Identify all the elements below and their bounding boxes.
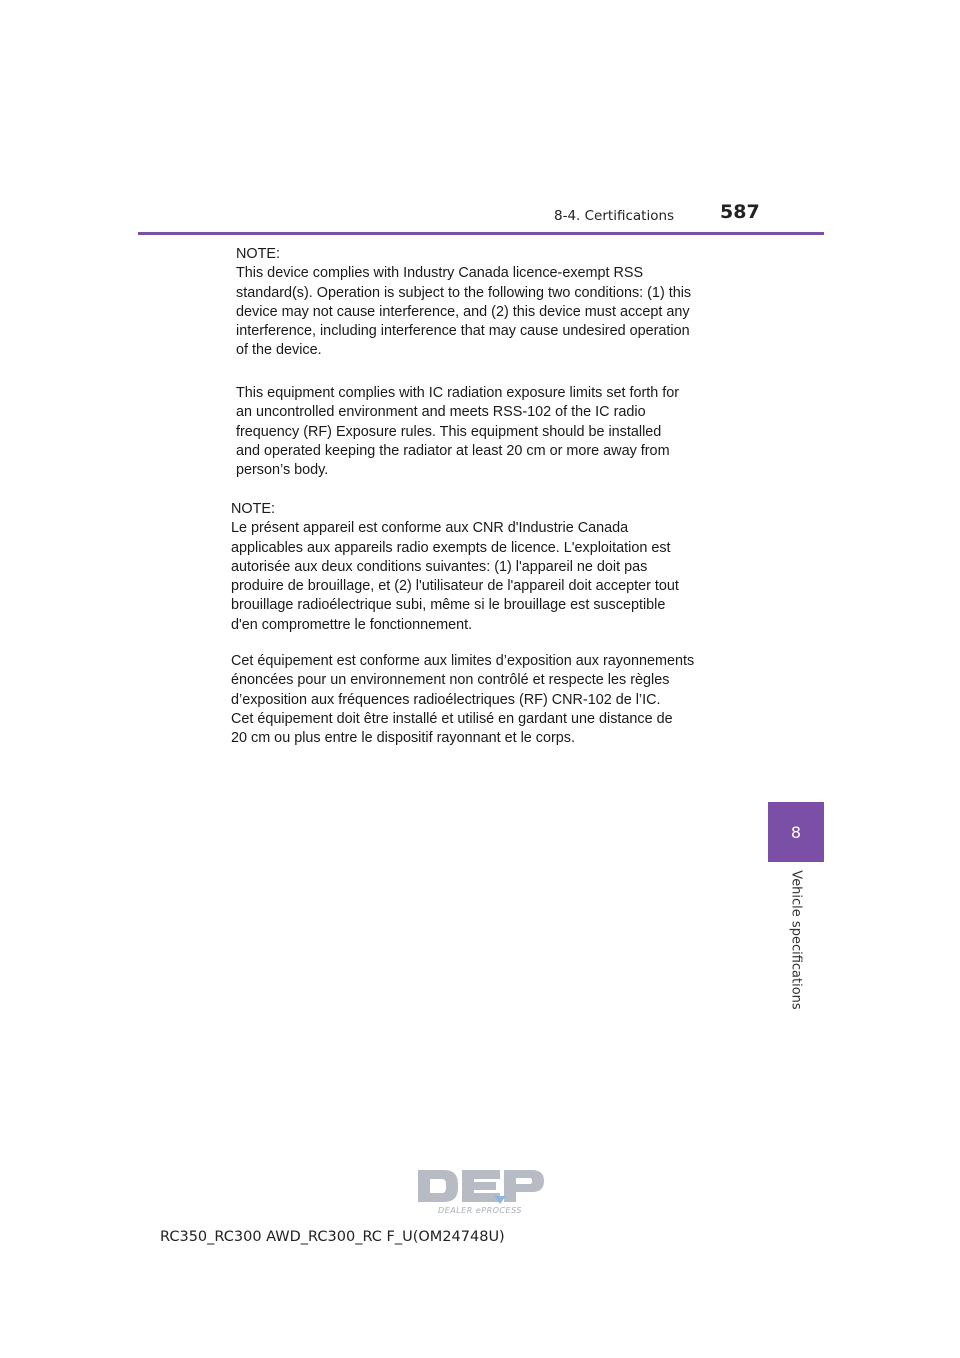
notice-line: 20 cm ou plus entre le dispositif rayonnant et le corps. <box>231 730 575 747</box>
notice-line: This device complies with Industry Canada licence-exempt RSS <box>236 265 644 282</box>
notice-line: interference, including interference that may cause undesired operation <box>236 323 690 340</box>
notice-line: of the device. <box>236 342 322 359</box>
chapter-side-label: Vehicle specifications <box>788 870 804 1010</box>
notice-line: and operated keeping the radiator at least 20 cm or more away from <box>236 442 670 459</box>
manual-code: RC350_RC300 AWD_RC300_RC F_U(OM24748U) <box>160 1229 505 1245</box>
page-header <box>0 0 960 240</box>
notice-line: Cet équipement est conforme aux limites d’exposition aux rayonnements <box>231 653 695 669</box>
notice-line: person’s body. <box>236 462 329 479</box>
notice-line: d’exposition aux fréquences radioélectriques (RF) CNR-102 de l’IC. <box>231 691 661 708</box>
notice-line: Cet équipement doit être installé et utilisé en gardant une distance de <box>231 710 673 727</box>
notice-line: applicables aux appareils radio exempts de licence. L'exploitation est <box>231 539 671 556</box>
notice-line: device may not cause interference, and (2) this device must accept any <box>236 303 690 320</box>
notice-line: Le présent appareil est conforme aux CNR d'Industrie Canada <box>231 520 629 537</box>
notice-en-interference <box>236 245 691 361</box>
notice-line: brouillage radioélectrique subi, même si le brouillage est susceptible <box>231 597 666 614</box>
notice-line: frequency (RF) Exposure rules. This equipment should be installed <box>236 423 662 440</box>
chapter-number: 8 <box>790 822 802 842</box>
notice-line: an uncontrolled environment and meets RSS-102 of the IC radio <box>236 404 646 421</box>
notice-line: This equipment complies with IC radiation exposure limits set forth for <box>236 385 680 401</box>
section-title: 8-4. Certifications <box>554 208 675 224</box>
notice-line: énoncées pour un environnement non contrôlé et respecte les règles <box>231 672 670 689</box>
notice-en-radiation <box>236 384 679 480</box>
notice-line: NOTE: <box>231 501 275 517</box>
notice-line: NOTE: <box>236 246 280 262</box>
notice-line: produire de brouillage, et (2) l'utilisateur de l'appareil doit accepter tout <box>231 578 679 595</box>
notice-fr-brouillage <box>231 500 679 635</box>
dealer-eprocess-logo <box>414 1166 546 1216</box>
notice-line: autorisée aux deux conditions suivantes: (1) l'appareil ne doit pas <box>231 558 648 575</box>
chapter-tab <box>768 802 824 862</box>
notice-line: d'en compromettre le fonctionnement. <box>231 616 473 633</box>
notice-line: standard(s). Operation is subject to the following two conditions: (1) this <box>236 284 692 301</box>
svg-text:DEALER ePROCESS: DEALER ePROCESS <box>438 1206 522 1215</box>
header-divider <box>138 232 824 235</box>
notice-fr-exposition <box>231 652 694 748</box>
dep-logo-graphic <box>414 1166 546 1216</box>
page-number: 587 <box>720 201 760 223</box>
